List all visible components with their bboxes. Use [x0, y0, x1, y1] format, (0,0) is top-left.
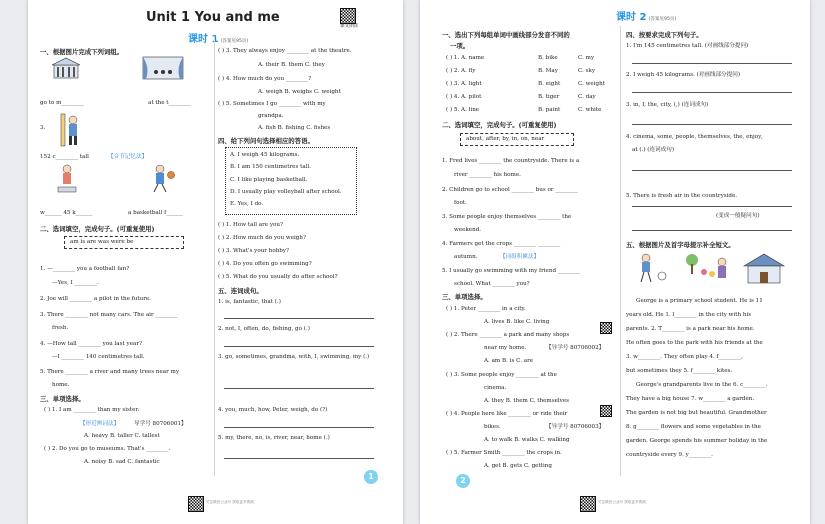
- r-s2-q3b: weekend.: [454, 227, 482, 233]
- c2-q5: ( ) 5. Sometimes I go ________ with my: [218, 101, 326, 107]
- r-s3-code4: 【导学号 80706003】: [546, 424, 605, 430]
- answer-line[interactable]: [632, 92, 792, 93]
- r-section-3-title: 三、单项选择。: [442, 293, 487, 301]
- phrase-3: 152 c________ tall: [40, 154, 89, 160]
- section-3-title: 三、单项选择。: [40, 395, 85, 403]
- r-s3-q1-options: A. lives B. like C. living: [484, 319, 550, 325]
- r-s3-q3-options: A. they B. them C. themselves: [484, 398, 570, 404]
- r-s3-q1: ( ) 1. Peter ________ in a city.: [446, 306, 526, 312]
- answer-line[interactable]: [632, 63, 792, 64]
- s2-q2: 2. Joe will ________ a pilot in the future.: [40, 296, 151, 302]
- r-s2-q2: 2. Children go to school ________ bus or ________: [442, 187, 578, 193]
- c2-q3: ( ) 3. They always enjoy ________ at the theatre.: [218, 48, 352, 54]
- r-section-1-title: 一、选出下列每组单词中画线部分发音不同的: [442, 31, 570, 39]
- basketball-picture: [146, 163, 176, 193]
- r-s3-q5: ( ) 5. Farmer Smith ________ the crops in.: [446, 450, 562, 456]
- r-s1-row1-c: C. my: [578, 55, 595, 61]
- s4-opt-a: A. I weigh 45 kilograms.: [230, 152, 300, 158]
- s3-tag1: 【形近辨词法】: [80, 421, 120, 427]
- s4-opt-e: E. Yes, I do.: [230, 201, 264, 207]
- r-s2-q1b: river ________ his home.: [454, 172, 521, 178]
- section-4-title: 四、给下列问句选择相应的答语。: [218, 137, 314, 145]
- s5-q5: 5. my, there, no, is, river, near, home (.): [218, 435, 330, 441]
- syllable-tag: 【音节记忆法】: [108, 154, 148, 160]
- s2-q3b: fresh.: [52, 325, 69, 331]
- r-s4-q1: 1. I'm 145 centimetres tall. (对画线部分提问): [626, 43, 749, 49]
- s5-q2: 2. not, I, often, do, fishing, go (.): [218, 326, 310, 332]
- s2-q1b: —Yes, I ________.: [52, 280, 99, 286]
- kids-playing-picture: [636, 252, 672, 284]
- s2-q5: 5. There ________ a river and many trees near my: [40, 369, 180, 375]
- c2-q5b: grandpa.: [258, 113, 284, 119]
- r-s3-q4-options: A. to walk B. walks C. walking: [484, 437, 570, 443]
- r-section-4-title: 四、按要求完成下列句子。: [626, 31, 703, 39]
- footer-text: 关注微信公众号 获取更多资源: [206, 500, 254, 504]
- r-s3-q2: ( ) 2. There ________ a park and many shops: [446, 332, 570, 338]
- r-section-2-title: 二、选词填空，完成句子。(可重复使用): [442, 121, 557, 129]
- r-s4-q2: 2. I weigh 45 kilograms. (对画线部分提问): [626, 72, 741, 78]
- r-s4-q3: 3. in, I, the, city, (,) (连词成句): [626, 102, 709, 108]
- passage-line-8: They have a big house 7. w________ a garden.: [626, 396, 755, 402]
- r-s3-q2-options: A. am B. is C. are: [484, 358, 534, 364]
- r-s3-q3b: cinema.: [484, 385, 507, 391]
- s4-q1: ( ) 1. How tall are you?: [218, 222, 284, 228]
- passage-line-11: garden. George spends his summer holiday in the: [626, 438, 768, 444]
- r-s3-q4: ( ) 4. People here like ________ or ride their: [446, 411, 568, 417]
- theatre-picture: [142, 56, 184, 80]
- s5-q1: 1. is, fantastic, that (.): [218, 299, 281, 305]
- r-s1-row3-a: ( ) 3. A. light: [446, 81, 482, 87]
- r-s1-row5-a: ( ) 5. A. line: [446, 107, 480, 113]
- page-number: 1: [364, 470, 378, 484]
- answer-line[interactable]: [224, 346, 374, 347]
- r-s2-q5b: school. What ________ you?: [454, 281, 530, 287]
- section-5-title: 五、连词成句。: [218, 287, 263, 295]
- r-s1-row4-b: B. tiger: [538, 94, 560, 100]
- r-s2-q4: 4. Farmers get the crops ________ ________: [442, 241, 561, 247]
- r-s1-row2-a: ( ) 2. A. fly: [446, 68, 476, 74]
- left-page: [28, 0, 403, 524]
- r-s1-row1-a: ( ) 1. A. name: [446, 55, 485, 61]
- r-s4-q5: 5. There is fresh air in the countryside.: [626, 193, 738, 199]
- r-s1-row3-b: B. eight: [538, 81, 561, 87]
- answer-line[interactable]: [632, 230, 792, 231]
- s3-q2-options: A. noisy B. sad C. fantastic: [84, 459, 160, 465]
- r-s1-row5-b: B. paint: [538, 107, 561, 113]
- passage-line-7: George's grandparents live in the 6. c________.: [636, 382, 768, 388]
- passage-line-9: The garden is not big but beautiful. Grandmother: [626, 410, 767, 416]
- s2-q5b: home.: [52, 382, 70, 388]
- s3-code1: 导学号 80706001】: [134, 421, 187, 427]
- footer-qr-icon[interactable]: [188, 496, 204, 512]
- s4-q2: ( ) 2. How much do you weigh?: [218, 235, 306, 241]
- s5-q3: 3. go, sometimes, grandma, with, I, swimming, my (.): [218, 354, 370, 360]
- r-s1-row1-b: B. bike: [538, 55, 558, 61]
- answer-line[interactable]: [224, 458, 374, 459]
- r-s1-row5-c: C. white: [578, 107, 602, 113]
- footer-qr-icon[interactable]: [580, 496, 596, 512]
- answer-line[interactable]: [224, 427, 374, 428]
- qr-caption: 课文朗读: [340, 24, 359, 29]
- section-1-title: 一、根据图片完成下列词组。: [40, 48, 124, 56]
- c2-q4-options: A. weigh B. weighs C. weight: [258, 89, 341, 95]
- s4-opt-d: D. I usually play volleyball after school.: [230, 189, 342, 195]
- r-s1-row4-a: ( ) 4. A. pilot: [446, 94, 482, 100]
- r-s3-code2: 【导学号 80706002】: [546, 345, 605, 351]
- r-s3-q2b: near my home.: [484, 345, 527, 351]
- s4-q5: ( ) 5. What do you usually do after school?: [218, 274, 338, 280]
- r-s4-q5b: (变成一般疑问句): [716, 213, 760, 219]
- section-2-title: 二、选词填空，完成句子。(可重复使用): [40, 225, 155, 233]
- phrase-2: at the t________: [148, 100, 191, 106]
- c2-q5-options: A. fish B. fishing C. fishes: [258, 125, 331, 131]
- footer-text-2: 关注微信公众号 获取更多资源: [598, 500, 646, 504]
- page-number-2: 2: [456, 474, 470, 488]
- unit-title: Unit 1 You and me: [146, 10, 280, 25]
- s4-opt-c: C. I like playing basketball.: [230, 177, 308, 183]
- r-s3-q5-options: A. get B. gets C. getting: [484, 463, 552, 469]
- s5-q4: 4. you, much, how, Peter, weigh, do (?): [218, 407, 328, 413]
- scale-picture: [56, 163, 78, 193]
- height-measure-picture: [60, 113, 82, 147]
- column-divider: [620, 26, 621, 476]
- s4-opt-b: B. I am 150 centimetres tall.: [230, 164, 312, 170]
- r-s2-q4b: autumn.: [454, 254, 478, 260]
- r-s3-q3: ( ) 3. Some people enjoy ________ at the: [446, 372, 557, 378]
- s4-q3: ( ) 3. What's your hobby?: [218, 248, 290, 254]
- phrase-5: a basketball f______: [128, 210, 183, 216]
- passage-line-2: years old. He 1. l________ in the city with his: [626, 312, 752, 318]
- phrase-4: w______ 45 k______: [40, 210, 93, 216]
- phrase-3-number: 3.: [40, 125, 46, 131]
- r-s2-q1: 1. Fred lives ________ the countryside. There is a: [442, 158, 580, 164]
- passage-line-5: 3. w________. They often play 4. f________,: [626, 354, 743, 360]
- passage-line-1: George is a primary school student. He is 11: [636, 298, 763, 304]
- s3-q1-options: A. heavy B. taller C. tallest: [84, 433, 160, 439]
- answer-line[interactable]: [224, 318, 374, 319]
- r-s1-row4-c: C. day: [578, 94, 596, 100]
- small-qr-icon[interactable]: [600, 405, 612, 417]
- small-qr-icon[interactable]: [600, 322, 612, 334]
- passage-line-12: countryside every 9. y________.: [626, 452, 713, 458]
- passage-line-4: He often goes to the park with his friends at the: [626, 340, 763, 346]
- s3-q2: ( ) 2. Do you go to museums. That's ________.: [44, 446, 171, 452]
- lesson-title-2: 课时 2 (答案见95页): [616, 12, 677, 23]
- r-s2-q2b: foot.: [454, 200, 467, 206]
- answer-line[interactable]: [224, 388, 374, 389]
- answer-line[interactable]: [632, 170, 792, 171]
- column-divider: [214, 36, 215, 476]
- qr-code-icon[interactable]: [340, 8, 356, 24]
- s2-q4: 4. —How tall ________ you last year?: [40, 341, 143, 347]
- phrase-1: go to m________: [40, 100, 84, 106]
- s2-q4b: —I ________ 140 centimetres tall.: [52, 354, 145, 360]
- c2-q4: ( ) 4. How much do you ________?: [218, 76, 312, 82]
- s2-q1: 1. —________ you a football fan?: [40, 266, 130, 272]
- s2-q3: 3. There ________ not many cars. The air ________: [40, 312, 178, 318]
- r-s2-tag: 【词组积累法】: [500, 254, 540, 260]
- s4-q4: ( ) 4. Do you often go swimming?: [218, 261, 312, 267]
- museum-picture: [52, 57, 80, 79]
- right-page: [420, 0, 810, 524]
- s3-q1: ( ) 1. I am ________ than my sister.: [44, 407, 140, 413]
- lesson-title: 课时 1 (答案见95页): [188, 34, 249, 45]
- r-s1-row3-c: C. weight: [578, 81, 605, 87]
- house-picture: [742, 252, 786, 284]
- r-word-box-words: about, after, by, in, on, near: [466, 136, 545, 142]
- r-s4-q4: 4. cinema, some, people, themselves, the, enjoy,: [626, 134, 763, 140]
- answer-line[interactable]: [632, 124, 792, 125]
- r-s2-q3: 3. Some people enjoy themselves ________ the: [442, 214, 572, 220]
- r-s4-q4b: at (.) (连词成句): [632, 147, 675, 153]
- c2-q3-options: A. their B. them C. they: [258, 62, 325, 68]
- r-s2-q5: 5. I usually go swimming with my friend ________: [442, 268, 581, 274]
- passage-line-10: 8. g________ flowers and some vegetables in the: [626, 424, 761, 430]
- r-s1-row2-c: C. sky: [578, 68, 596, 74]
- r-s3-q4b: bikes.: [484, 424, 501, 430]
- answer-line[interactable]: [632, 206, 792, 207]
- r-section-1-title2: 一项。: [450, 42, 470, 50]
- r-section-5-title: 五、根据图片及首字母提示补全短文。: [626, 241, 735, 249]
- passage-line-3: parents. 2. T________ is a park near his home.: [626, 326, 755, 332]
- word-box-words: am is are was were be: [70, 239, 134, 245]
- passage-line-6: but sometimes they 5. f________ kites.: [626, 368, 733, 374]
- garden-picture: [682, 252, 732, 284]
- r-s1-row2-b: B. May: [538, 68, 558, 74]
